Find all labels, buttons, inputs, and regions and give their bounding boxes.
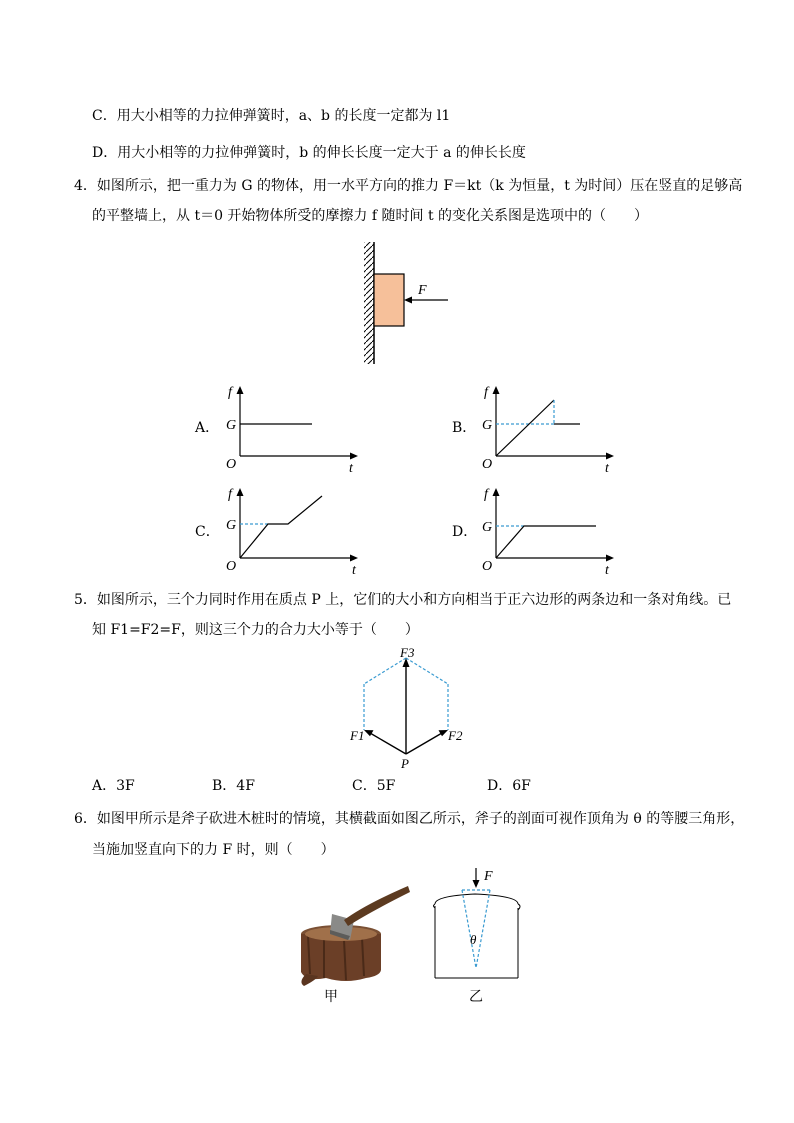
q4-graph-d xyxy=(478,484,618,578)
svg-text:F2: F2 xyxy=(448,728,463,743)
q4-option-c-label[interactable]: C． xyxy=(195,524,220,540)
svg-text:f: f xyxy=(484,487,488,502)
svg-text:G: G xyxy=(226,518,237,533)
svg-text:G: G xyxy=(226,418,237,433)
wall-hatch xyxy=(364,242,374,364)
svg-text:O: O xyxy=(482,559,493,574)
q4-option-a-label[interactable]: A． xyxy=(195,420,220,436)
q4-option-b-label[interactable]: B． xyxy=(452,420,477,436)
svg-text:G: G xyxy=(482,520,493,535)
q3-option-c: C．用大小相等的力拉伸弹簧时，a、b 的长度一定都为 l1 xyxy=(92,108,451,124)
q4-stem-line2: 的平整墙上，从 t＝0 开始物体所受的摩擦力 f 随时间 t 的变化关系图是选项中的（ ） xyxy=(92,208,649,224)
q5-option-b[interactable]: B．4F xyxy=(212,778,255,794)
q4-stem-line1: 4．如图所示，把一重力为 G 的物体，用一水平方向的推力 F＝kt（k 为恒量，t 为时间）压在竖直的足够高 xyxy=(74,178,743,194)
q4-option-d-label[interactable]: D． xyxy=(452,524,478,540)
axe-wedge-right xyxy=(476,890,490,968)
svg-text:f: f xyxy=(228,487,232,502)
q5-option-c[interactable]: C．5F xyxy=(352,778,396,794)
svg-text:f: f xyxy=(228,385,232,400)
q3-option-d: D．用大小相等的力拉伸弹簧时，b 的伸长长度一定大于 a 的伸长长度 xyxy=(92,145,526,161)
q5-option-d[interactable]: D．6F xyxy=(487,778,531,794)
svg-text:O: O xyxy=(482,457,493,472)
svg-text:t: t xyxy=(605,563,609,578)
q4-graph-b xyxy=(478,382,618,476)
q6-stem-line2: 当施加竖直向下的力 F 时，则（ ） xyxy=(92,842,335,858)
svg-text:F1: F1 xyxy=(350,728,365,743)
svg-text:F: F xyxy=(484,869,493,884)
svg-text:F3: F3 xyxy=(400,645,415,660)
svg-text:t: t xyxy=(349,461,353,476)
svg-text:t: t xyxy=(352,563,356,578)
svg-text:θ: θ xyxy=(470,932,477,947)
svg-text:G: G xyxy=(482,418,493,433)
q6-stem-line1: 6．如图甲所示是斧子砍进木桩时的情境，其横截面如图乙所示，斧子的剖面可视作顶角为 θ 的等腰三角形， xyxy=(74,811,745,827)
svg-text:t: t xyxy=(605,461,609,476)
q6-figure-yi-label: 乙 xyxy=(469,989,483,1005)
svg-text:f: f xyxy=(484,385,488,400)
q4-wall-figure xyxy=(360,240,480,370)
q6-axe-stump-image xyxy=(296,874,416,1004)
q6-cross-section-figure xyxy=(430,866,540,986)
q5-option-a[interactable]: A．3F xyxy=(92,778,135,794)
axe-wedge-left xyxy=(462,890,476,968)
f1-arrow xyxy=(370,733,406,754)
q4-graph-c xyxy=(222,484,362,578)
f2-arrow xyxy=(406,733,442,754)
svg-text:O: O xyxy=(226,457,237,472)
svg-text:O: O xyxy=(226,559,237,574)
q5-hexagon-figure xyxy=(340,644,480,774)
block xyxy=(374,274,404,326)
q4-graph-a xyxy=(222,382,362,476)
force-label: F xyxy=(418,283,427,298)
q6-figure-jia-label: 甲 xyxy=(324,989,338,1005)
svg-text:P: P xyxy=(401,756,409,771)
q5-stem-line2: 知 F1=F2=F，则这三个力的合力大小等于（ ） xyxy=(92,622,419,638)
q5-stem-line1: 5．如图所示，三个力同时作用在质点 P 上，它们的大小和方向相当于正六边形的两条边和一条对角线。已 xyxy=(74,592,732,608)
